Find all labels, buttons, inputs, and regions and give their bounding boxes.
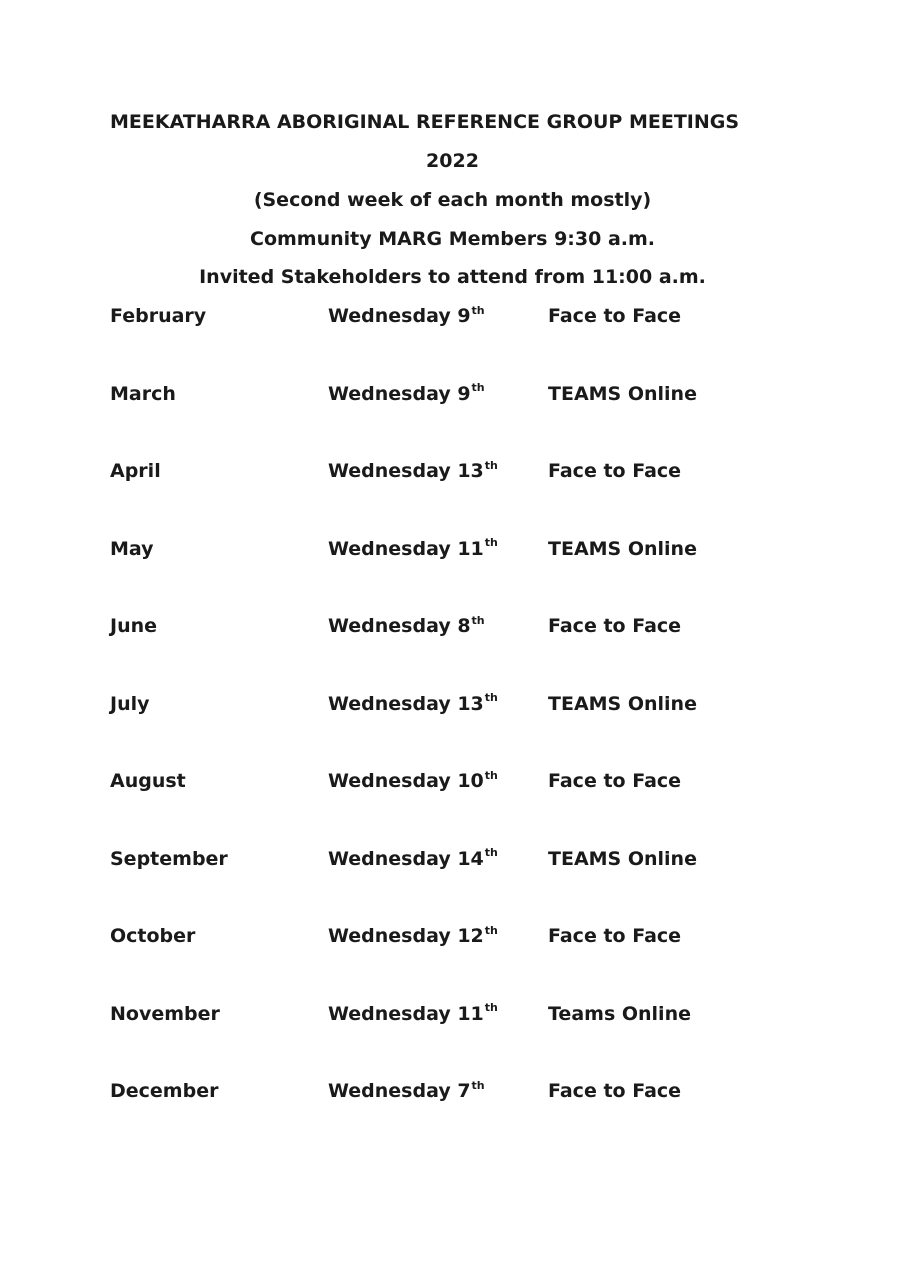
meeting-day: Wednesday 11th xyxy=(328,1001,498,1025)
meeting-month: May xyxy=(110,537,154,560)
meeting-month: November xyxy=(110,1002,220,1025)
meeting-month: February xyxy=(110,305,207,327)
ordinal-suffix: th xyxy=(471,1078,485,1092)
meeting-month: April xyxy=(110,460,161,482)
ordinal-suffix: th xyxy=(471,613,485,627)
stakeholders-time: Invited Stakeholders to attend from 11:00 a.m. xyxy=(199,266,706,288)
document-year: 2022 xyxy=(426,150,479,172)
meeting-month: September xyxy=(110,847,228,870)
meeting-row xyxy=(110,302,810,380)
meeting-mode: TEAMS Online xyxy=(548,692,697,715)
ordinal-suffix: th xyxy=(484,458,498,472)
meeting-mode: Face to Face xyxy=(548,925,682,947)
meeting-row xyxy=(110,1077,810,1155)
meeting-mode: TEAMS Online xyxy=(548,847,697,870)
meeting-row xyxy=(110,1000,810,1078)
meeting-mode: TEAMS Online xyxy=(548,382,697,405)
meeting-day: Wednesday 14th xyxy=(328,846,498,870)
meeting-schedule xyxy=(110,302,810,1155)
meeting-day: Wednesday 8th xyxy=(328,613,485,637)
meeting-day: Wednesday 9th xyxy=(328,381,485,405)
meeting-month: October xyxy=(110,925,196,947)
meeting-day: Wednesday 11th xyxy=(328,536,498,560)
meeting-mode: Face to Face xyxy=(548,460,682,482)
meeting-day: Wednesday 7th xyxy=(328,1078,485,1102)
meeting-month: June xyxy=(110,615,158,637)
meeting-day: Wednesday 10th xyxy=(328,768,498,792)
ordinal-suffix: th xyxy=(484,691,498,705)
meeting-row xyxy=(110,845,810,923)
meeting-mode: Face to Face xyxy=(548,1080,682,1102)
ordinal-suffix: th xyxy=(484,1001,498,1015)
meeting-mode: TEAMS Online xyxy=(548,537,697,560)
meeting-row xyxy=(110,690,810,768)
meeting-mode: Face to Face xyxy=(548,615,682,637)
meeting-month: July xyxy=(110,692,150,715)
ordinal-suffix: th xyxy=(484,536,498,550)
meeting-month: December xyxy=(110,1080,219,1102)
meeting-row xyxy=(110,612,810,690)
ordinal-suffix: th xyxy=(484,768,498,782)
meeting-row xyxy=(110,922,810,1000)
meeting-day: Wednesday 9th xyxy=(328,303,485,327)
meeting-day: Wednesday 13th xyxy=(328,458,498,482)
document-title: MEEKATHARRA ABORIGINAL REFERENCE GROUP MEETINGS xyxy=(110,111,740,133)
ordinal-suffix: th xyxy=(471,381,485,395)
meeting-row xyxy=(110,457,810,535)
meeting-month: August xyxy=(110,770,186,792)
meeting-mode: Teams Online xyxy=(548,1002,691,1025)
meeting-day: Wednesday 13th xyxy=(328,691,498,715)
ordinal-suffix: th xyxy=(484,923,498,937)
meeting-row xyxy=(110,767,810,845)
meeting-row xyxy=(110,535,810,613)
ordinal-suffix: th xyxy=(484,846,498,860)
meeting-mode: Face to Face xyxy=(548,305,682,327)
members-time: Community MARG Members 9:30 a.m. xyxy=(250,228,655,250)
meeting-month: March xyxy=(110,382,176,405)
meeting-day: Wednesday 12th xyxy=(328,923,498,947)
meeting-mode: Face to Face xyxy=(548,770,682,792)
ordinal-suffix: th xyxy=(471,303,485,317)
meeting-row xyxy=(110,380,810,458)
schedule-note: (Second week of each month mostly) xyxy=(253,189,652,211)
